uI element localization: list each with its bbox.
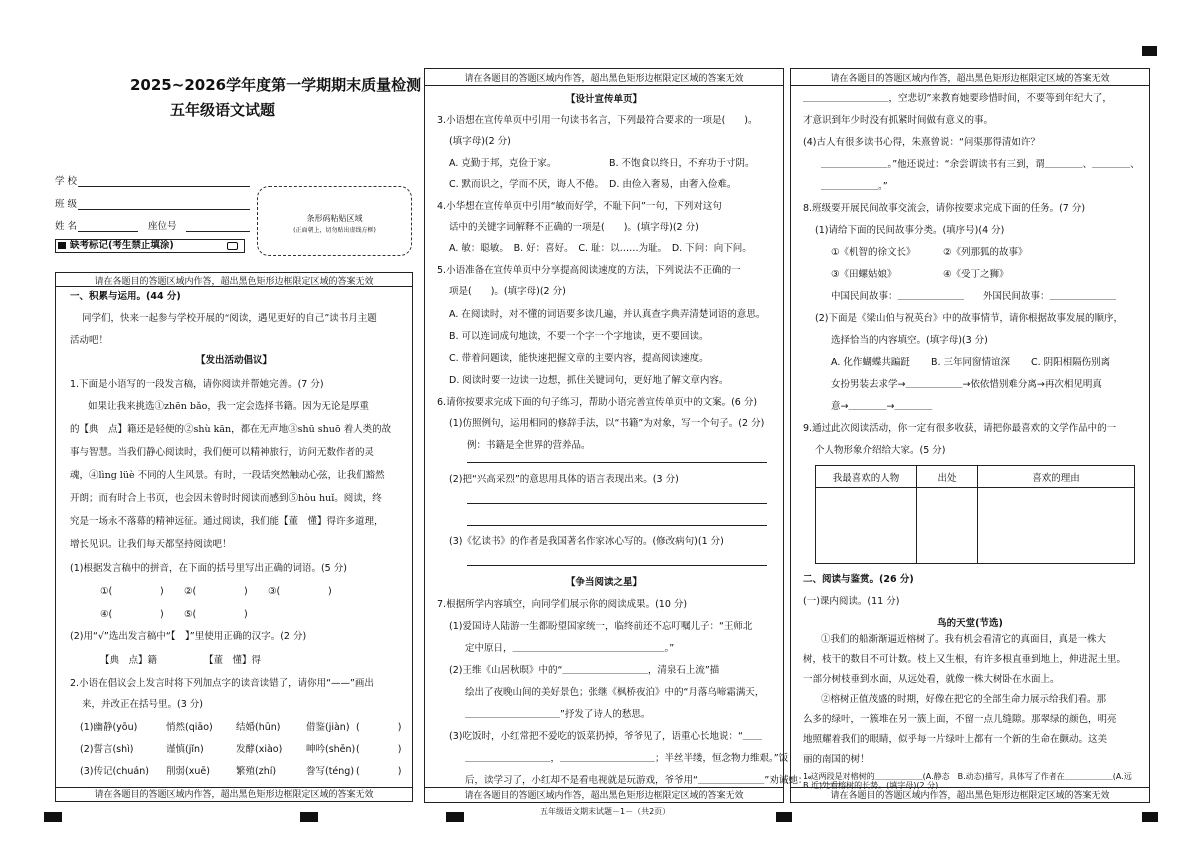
passage-line: 地照耀着我们的眼睛，似乎每一片绿叶上都有一个新的生命在颤动。这美 [803,734,1108,745]
answer-blank-close: ) [328,586,332,597]
class-field[interactable] [78,209,250,210]
choice-option[interactable]: 【典 点】籍 [100,655,158,666]
divider [56,286,412,287]
question-9: 9.通过此次阅读活动，你一定有很多收获，请把你最喜欢的文学作品中的一 [803,423,1117,434]
school-label: 学 校 [55,176,78,187]
pinyin-item[interactable]: 削弱(xuē) [166,766,210,777]
story-item: ②《列那狐的故事》 [943,247,1028,258]
choice-option[interactable]: 【董 懂】得 [204,655,262,666]
column-warning-top: 请在各题目的答题区域内作答，超出黑色矩形边框限定区域的答案无效 [94,277,374,287]
answer-line[interactable] [467,503,767,504]
passage-line: ①我们的船渐渐逼近榕树了。我有机会看清它的真面目，真是一株大 [821,634,1107,645]
option[interactable]: C. 默而识之，学而不厌，诲人不倦。 [449,179,605,190]
pinyin-item[interactable]: 借鉴(jiàn) [306,722,350,733]
registration-mark [1142,812,1158,822]
question-6: 6.请你按要求完成下面的句子练习，帮助小语完善宣传单页中的文案。(6 分) [437,397,758,408]
question-7-2: (2)王维《山居秋暝》中的“＿＿＿＿＿＿＿＿＿，清泉石上流”描 [449,665,720,676]
continued-text: 才意识到年少时没有抓紧时间做有意义的事。 [803,115,994,126]
passage-title: 鸟的天堂(节选) [937,618,1003,629]
option: A. 化作蝴蝶共蹁跹 [831,357,910,368]
seat-label: 座位号 [148,221,177,232]
example-sentence: 例：书籍是全世界的营养品。 [467,440,591,451]
question-5: 项是( )。(填字母)(2 分) [449,286,566,297]
question-5: 5.小语准备在宣传单页中分享提高阅读速度的方法，下列说法不正确的一 [437,265,741,276]
correction-blank[interactable]: ( ) [356,766,402,777]
absent-mark-box[interactable] [55,239,245,253]
sub-heading: (一)课内阅读。(11 分) [803,596,900,607]
sub-heading: 【发出活动倡议】 [195,355,272,366]
answer-blank-close: ) [160,609,164,620]
pinyin-item[interactable]: (1)幽静(yōu) [80,722,138,733]
question-7: 7.根据所学内容填空，向同学们展示你的阅读成果。(10 分) [437,599,688,610]
pinyin-item[interactable]: 结婚(hūn) [236,722,281,733]
answer-blank[interactable]: ③( [268,586,281,597]
class-label: 班 级 [55,199,78,210]
question-7-2: 绘出了夜晚山间的美好景色；张继《枫桥夜泊》中的“月落乌啼霜满天， [465,687,765,698]
pinyin-item[interactable]: 呻吟(shēn) [306,744,356,755]
divider [791,85,1149,86]
registration-mark [776,812,792,822]
story-item: ④《受丁之狮》 [943,269,1009,280]
question-7-1: (1)爱国诗人陆游一生都盼望国家统一，临终前还不忘叮嘱儿子：“王师北 [449,621,753,632]
column-warning-top: 请在各题目的答题区域内作答，超出黑色矩形边框限定区域的答案无效 [464,74,744,84]
absent-mark-indicator [58,242,66,249]
pinyin-item[interactable]: 发酵(xiào) [236,744,283,755]
barcode-title: 条形码粘贴区域 [306,214,363,223]
passage-line: 么多的绿叶，一簇堆在另一簇上面，不留一点儿缝隙。那翠绿的颜色，明亮 [803,714,1117,725]
option[interactable]: D. 由俭入奢易，由奢入俭难。 [609,179,737,190]
barcode-area [257,186,412,256]
question-2: 2.小语在倡议会上发言时将下列加点字的读音读错了，请你用“——”画出 [70,678,374,689]
answer-blank-close: ) [244,609,248,620]
answer-line[interactable] [467,525,767,526]
question-7-3: 后，读学习了，小红却不是看电视就是玩游戏，爷爷用“＿＿＿＿＿＿＿”劝诫她：“＿＿＿ [465,775,841,786]
registration-mark [300,812,318,822]
story-item: ③《田螺姑娘》 [831,269,897,280]
reading-question-1: 1.这两段是对榕树的＿＿＿＿＿＿(A.静态 B.动态)描写，具体写了作者在＿＿＿＿＿＿(A.远 B.近)处看榕树的长势。(填字母)(2 分) [803,772,1140,790]
seat-field[interactable] [186,231,250,232]
page-footer: 五年级语文期末试题－1－（共2页） [540,807,671,816]
table-cell[interactable] [978,488,1135,564]
section-heading: 二、阅读与鉴赏。(26 分) [803,574,914,585]
section-heading: 一、积累与运用。(44 分) [70,291,181,302]
column-warning-bottom: 请在各题目的答题区域内作答，超出黑色矩形边框限定区域的答案无效 [830,791,1110,801]
option: B. 三年同窗情谊深 [931,357,1011,368]
name-field[interactable] [78,231,138,232]
passage-line: 树，枝干的数目不可计数。枝上又生根，有许多根直垂到地上，伸进泥土里。 [803,654,1127,665]
answer-line[interactable] [467,462,767,463]
column-warning-top: 请在各题目的答题区域内作答，超出黑色矩形边框限定区域的答案无效 [830,74,1110,84]
answer-blank-close: ) [160,586,164,597]
answer-blank[interactable]: ④( [100,609,113,620]
barcode-note: (正面朝上，切勿贴出虚线方框) [293,227,376,234]
pinyin-item[interactable]: 繁殖(zhí) [236,766,277,777]
question-2: 来，并改正在括号里。(3 分) [82,699,203,710]
table-cell[interactable] [816,488,917,564]
answer-column-3 [790,68,1150,803]
answer-blank[interactable]: ②( [184,586,197,597]
pinyin-item[interactable]: 誊写(téng) [306,766,355,777]
intro-text: 同学们，快来一起参与学校开展的“阅读，遇见更好的自己”读书月主题 [82,313,377,324]
registration-mark [1142,46,1157,56]
table-header: 出处 [917,466,978,488]
question-3: (填字母)(2 分) [449,136,511,147]
answer-line[interactable] [467,565,767,566]
passage-line: 丽的南国的树！ [803,754,870,765]
answer-column-1 [55,272,413,802]
correction-blank[interactable]: ( ) [356,722,402,733]
question-6-2: (2)把“兴高采烈”的意思用具体的语言表现出来。(3 分) [449,474,679,485]
passage-line: 开朗；而有时合上书页，也会因未曾时时阅读而感到⑤hòu huǐ。阅读，终 [70,493,382,504]
character-table [815,465,1135,564]
exam-subtitle: 五年级语文试题 [170,101,276,119]
column-warning-bottom: 请在各题目的答题区域内作答，超出黑色矩形边框限定区域的答案无效 [464,791,744,801]
passage-line: ②榕树正值茂盛的时期，好像在把它的全部生命力展示给我们看。那 [821,694,1107,705]
column-warning-bottom: 请在各题目的答题区域内作答，超出黑色矩形边框限定区域的答案无效 [94,790,374,800]
intro-text: 活动吧！ [70,335,109,346]
passage-line: 究是一场永不落幕的精神远征。通过阅读，我们能【董 懂】得许多道理， [70,516,384,527]
question-8: 8.班级要开展民间故事交流会，请你按要求完成下面的任务。(7 分) [803,203,1086,214]
question-1: 1.下面是小语写的一段发言稿，请你阅读并帮她完善。(7 分) [70,379,324,390]
option-row[interactable]: A. 敏：聪敏。 B. 好：喜好。 C. 耻：以……为耻。 D. 下问：向下问。 [449,243,752,254]
table-header: 我最喜欢的人物 [816,466,917,488]
sub-heading: 【争当阅读之星】 [565,577,642,588]
registration-mark [446,812,464,822]
question-6-1: (1)仿照例句，运用相同的修辞手法，以“书籍”为对象，写一个句子。(2 分) [449,418,765,429]
question-7-4: ＿＿＿＿＿＿＿。”他还说过：“余尝谓读书有三到，谓＿＿＿＿、＿＿＿＿、 [821,159,1140,170]
absent-checkbox[interactable] [227,242,238,250]
option[interactable]: D. 阅读时要一边读一边想，抓住关键词句，更好地了解文章内容。 [449,375,729,386]
answer-blank-close: ) [244,586,248,597]
name-label: 姓 名 [55,221,78,232]
question-8-1: (1)请给下面的民间故事分类。(填序号)(4 分) [815,225,1005,236]
question-7-3: ＿＿＿＿＿＿＿＿＿，＿＿＿＿＿＿＿＿＿＿；半丝半缕，恒念物力维艰。”饭 [465,753,789,764]
plot-sequence[interactable]: 意→＿＿＿＿→＿＿＿＿ [831,401,933,412]
option: C. 阴阳相隔伤别离 [1031,357,1111,368]
question-1-1: (1)根据发言稿中的拼音，在下面的括号里写出正确的词语。(5 分) [70,563,347,574]
question-7-4: ＿＿＿＿＿＿。” [821,181,888,192]
pinyin-item[interactable]: (2)誓言(shì) [80,744,134,755]
question-6-3: (3)《忆读书》的作者是我国著名作家冰心写的。(修改病句)(1 分) [449,536,724,547]
divider [425,85,783,86]
option[interactable]: A. 在阅读时，对不懂的词语要多读几遍，并认真查字典弄清楚词语的意思。 [449,309,766,320]
passage-line: 增长见识。让我们每天都坚持阅读吧！ [70,539,232,550]
school-field[interactable] [78,186,250,187]
passage-line: 如果让我来挑选①zhēn bǎo，我一定会选择书籍。因为无论是厚重 [88,401,369,412]
question-9: 个人物形象介绍给大家。(5 分) [815,445,946,456]
passage-line: 的【典 点】籍还是轻便的②shù kān，都在无声地③shū shuō 着人类的故 [70,424,392,435]
absent-mark-label: 缺考标记(考生禁止填涂) [70,240,174,251]
passage-line: 魂，④lìng lüè 不同的人生风景。有时，一段话突然触动心弦，让我们豁然 [70,470,385,481]
question-7-2: ＿＿＿＿＿＿＿＿＿＿”抒发了诗人的愁思。 [465,709,651,720]
sub-heading: 【设计宣传单页】 [565,94,642,105]
passage-line: 一部分树枝垂到水面，从远处看，就像一株大树卧在水面上。 [803,674,1060,685]
question-8-2: (2)下面是《梁山伯与祝英台》中的故事情节，请你根据故事发展的顺序， [815,313,1123,324]
exam-title: 2025~2026学年度第一学期期末质量检测 [130,76,422,94]
category-blanks[interactable]: 中国民间故事：＿＿＿＿＿＿＿ 外国民间故事：＿＿＿＿＿＿＿ [831,291,1117,302]
correction-blank[interactable]: ( ) [356,744,402,755]
question-4: 4.小华想在宣传单页中引用“敏而好学，不耻下问”一句，下列对这句 [437,201,722,212]
option[interactable]: B. 可以连词成句地读，不要一个字一个字地读，更不要回读。 [449,331,709,342]
question-3: 3.小语想在宣传单页中引用一句读书名言，下列最符合要求的一项是( )。 [437,115,758,126]
passage-line: 事与智慧。当我们静心阅读时，我们便可以精神旅行，访问无数作者的灵 [70,447,375,458]
pinyin-item[interactable]: 悄然(qiāo) [166,722,213,733]
question-7-3: (3)吃饭时，小红常把不爱吃的饭菜扔掉，爷爷见了，语重心长地说：“＿＿ [449,731,762,742]
registration-mark [44,812,62,822]
table-cell[interactable] [917,488,978,564]
pinyin-item[interactable]: 谨慎(jǐn) [166,744,204,755]
option[interactable]: A. 克勤于邦，克俭于家。 [449,158,557,169]
plot-sequence[interactable]: 女扮男装去求学→＿＿＿＿＿＿→依依惜别难分离→再次相见明真 [831,379,1102,390]
answer-blank[interactable]: ①( [100,586,113,597]
table-header: 喜欢的理由 [978,466,1135,488]
story-item: ①《机智的徐文长》 [831,247,916,258]
continued-text: ＿＿＿＿＿＿＿＿＿，空悲切”来教育她要珍惜时间，不要等到年纪大了， [803,93,1112,104]
question-8-2: 选择恰当的内容填空。(填字母)(3 分) [831,335,988,346]
question-7-1: 定中原日，＿＿＿＿＿＿＿＿＿＿＿＿＿＿＿＿。” [465,643,675,654]
question-4: 话中的关键字词解释不正确的一项是( )。(填字母)(2 分) [449,222,699,233]
answer-blank[interactable]: ⑤( [184,609,197,620]
option[interactable]: C. 带着问题读，能快速把握文章的主要内容，提高阅读速度。 [449,353,709,364]
pinyin-item[interactable]: (3)传记(chuán) [80,766,149,777]
option[interactable]: B. 不饱食以终日，不弃功于寸阴。 [609,158,755,169]
question-7-4: (4)古人有很多读书心得，朱熹曾说：“问渠那得清如许？ [803,137,1040,148]
question-1-2: (2)用“√”选出发言稿中“【 】”里使用正确的汉字。(2 分) [70,631,307,642]
